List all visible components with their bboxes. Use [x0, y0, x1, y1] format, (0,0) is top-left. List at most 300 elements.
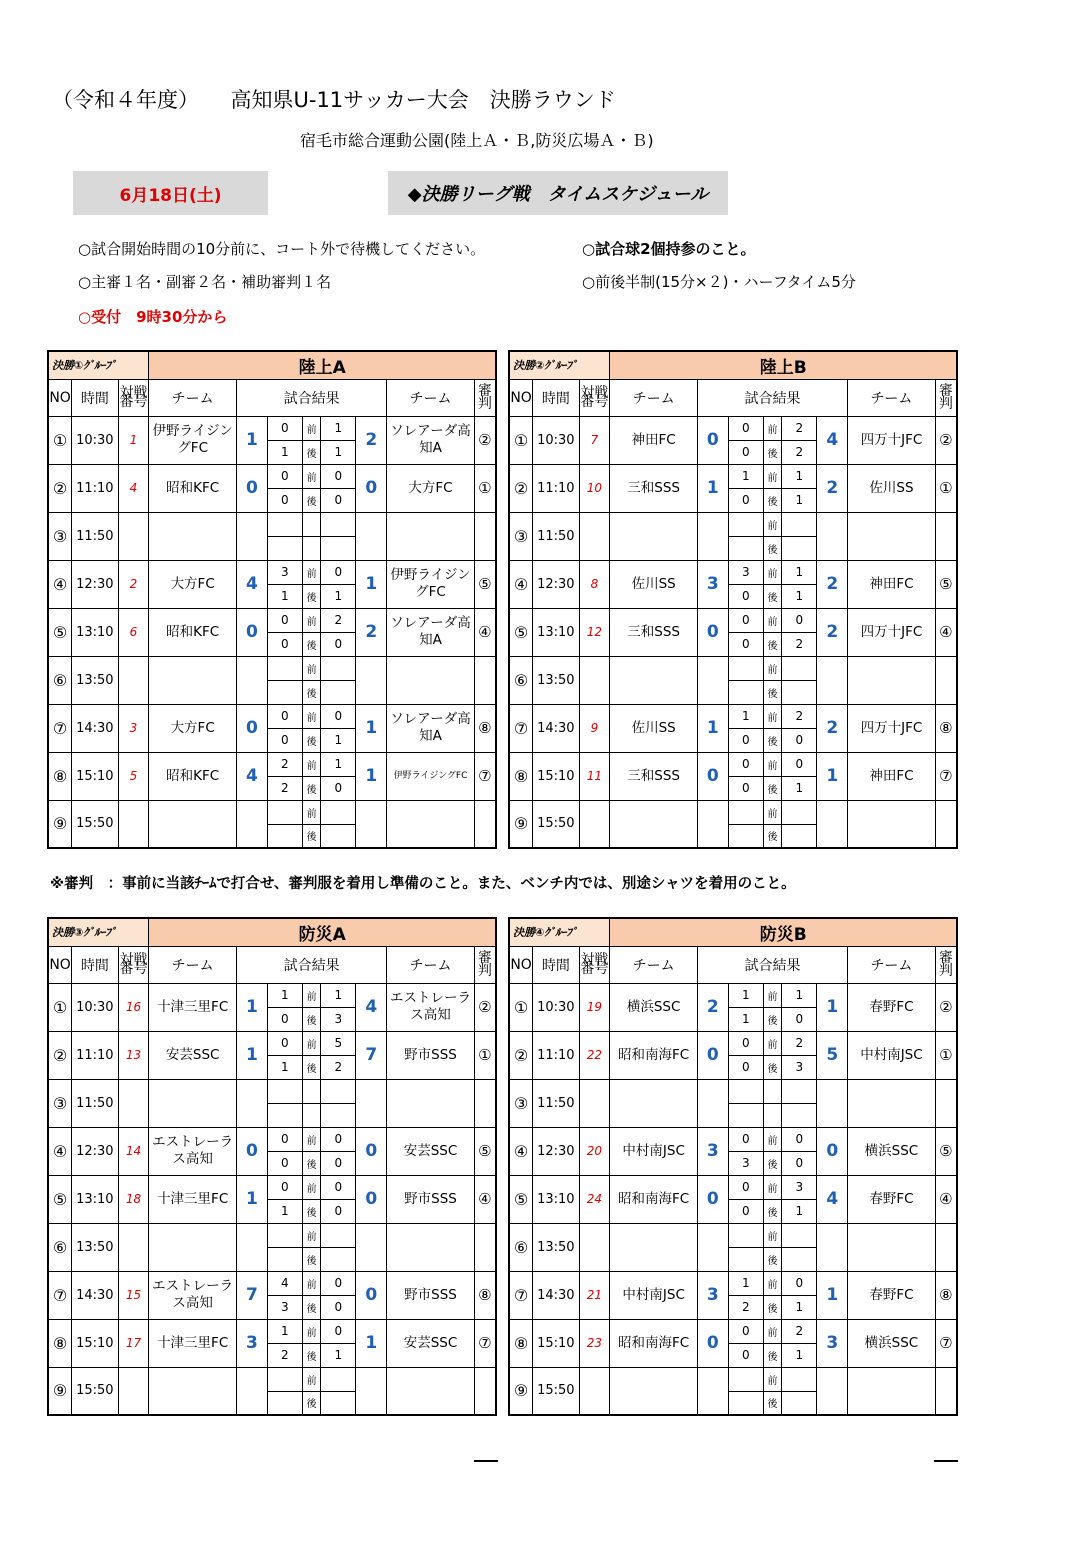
- home-score: 4: [236, 752, 267, 800]
- home-second-half: [728, 1391, 763, 1415]
- home-first-half: 0: [728, 1127, 763, 1151]
- referee-slot: [474, 1367, 496, 1415]
- home-score: 0: [236, 464, 267, 512]
- dash-mark-left: [474, 1460, 498, 1462]
- away-first-half: [321, 1079, 356, 1103]
- match-time: 13:50: [533, 656, 579, 704]
- match-slot-no: ⑧: [509, 752, 533, 800]
- away-score: [356, 656, 387, 704]
- match-number: 3: [118, 704, 149, 752]
- header-team: チーム: [387, 379, 475, 416]
- away-second-half: [782, 536, 817, 560]
- away-team: 春野FC: [848, 983, 936, 1031]
- second-half-label: 後: [763, 1007, 782, 1031]
- away-first-half: [321, 800, 356, 824]
- referee-slot: ⑤: [474, 1127, 496, 1175]
- header-no: NO: [48, 946, 72, 983]
- first-half-label: 前: [763, 608, 782, 632]
- second-half-label: 後: [763, 440, 782, 464]
- home-team: [149, 1223, 237, 1271]
- table-row: [509, 1031, 957, 1055]
- match-number: [118, 1223, 149, 1271]
- home-first-half: [728, 512, 763, 536]
- court-name: 陸上A: [149, 351, 496, 379]
- second-half-label: 後: [302, 680, 321, 704]
- match-time: 15:10: [533, 1319, 579, 1367]
- home-second-half: 1: [728, 1007, 763, 1031]
- note-ball: ○試合球2個持参のこと。: [582, 240, 756, 258]
- header-team: チーム: [149, 946, 237, 983]
- match-slot-no: ④: [48, 1127, 72, 1175]
- match-slot-no: ⑤: [48, 1175, 72, 1223]
- header-referee: 審判: [474, 946, 496, 983]
- match-slot-no: ②: [509, 464, 533, 512]
- match-slot-no: ①: [509, 416, 533, 464]
- away-second-half: 1: [782, 488, 817, 512]
- home-first-half: 2: [267, 752, 302, 776]
- match-number: 12: [579, 608, 610, 656]
- home-score: [697, 1223, 728, 1271]
- home-second-half: 1: [267, 584, 302, 608]
- home-second-half: [267, 536, 302, 560]
- home-second-half: [728, 680, 763, 704]
- first-half-label: 前: [763, 983, 782, 1007]
- match-time: 11:50: [533, 1079, 579, 1127]
- referee-slot: ⑧: [935, 1271, 957, 1319]
- home-team: 十津三里FC: [149, 1319, 237, 1367]
- home-team: 大方FC: [149, 704, 237, 752]
- court-name: 防災A: [149, 918, 496, 946]
- home-team: 三和SSS: [610, 608, 698, 656]
- first-half-label: 前: [302, 704, 321, 728]
- first-half-label: [763, 1079, 782, 1103]
- home-score: 1: [236, 416, 267, 464]
- first-half-label: 前: [763, 1271, 782, 1295]
- away-second-half: 0: [782, 728, 817, 752]
- first-half-label: 前: [302, 656, 321, 680]
- away-team: 伊野ライジングFC: [387, 560, 475, 608]
- home-first-half: [267, 512, 302, 536]
- match-slot-no: ⑦: [509, 1271, 533, 1319]
- home-team: 昭和南海FC: [610, 1319, 698, 1367]
- away-second-half: 1: [782, 1343, 817, 1367]
- away-first-half: [782, 512, 817, 536]
- away-score: 0: [817, 1127, 848, 1175]
- away-team: 野市SSS: [387, 1271, 475, 1319]
- away-first-half: [321, 1367, 356, 1391]
- away-second-half: [782, 1103, 817, 1127]
- match-time: 13:10: [533, 1175, 579, 1223]
- group-table: [47, 350, 497, 849]
- match-number: 21: [579, 1271, 610, 1319]
- away-score: 1: [817, 752, 848, 800]
- home-second-half: [267, 824, 302, 848]
- second-half-label: 後: [302, 1391, 321, 1415]
- away-second-half: 0: [321, 1199, 356, 1223]
- away-first-half: 1: [321, 416, 356, 440]
- home-second-half: 1: [267, 1199, 302, 1223]
- header-time: 時間: [72, 946, 118, 983]
- match-number: [118, 1367, 149, 1415]
- away-team: 安芸SSC: [387, 1127, 475, 1175]
- home-second-half: [267, 1247, 302, 1271]
- home-first-half: 3: [728, 560, 763, 584]
- second-half-label: 後: [763, 1151, 782, 1175]
- match-slot-no: ①: [509, 983, 533, 1031]
- second-half-label: 後: [763, 776, 782, 800]
- referee-slot: ⑧: [935, 704, 957, 752]
- away-team: 四万十JFC: [848, 704, 936, 752]
- home-score: 0: [697, 1175, 728, 1223]
- header-result: 試合結果: [236, 946, 386, 983]
- table-row: [509, 1127, 957, 1151]
- away-team: 佐川SS: [848, 464, 936, 512]
- match-time: 11:50: [72, 512, 118, 560]
- table-row: [48, 1319, 496, 1343]
- away-team: ソレアーダ高知A: [387, 704, 475, 752]
- second-half-label: [763, 1103, 782, 1127]
- referee-slot: [935, 512, 957, 560]
- away-score: [356, 1223, 387, 1271]
- second-half-label: 後: [302, 1295, 321, 1319]
- match-slot-no: ②: [509, 1031, 533, 1079]
- referee-slot: [935, 1223, 957, 1271]
- home-team: [610, 1223, 698, 1271]
- table-row: [509, 1175, 957, 1199]
- away-score: [817, 1079, 848, 1127]
- match-slot-no: ⑦: [509, 704, 533, 752]
- home-second-half: [267, 1391, 302, 1415]
- match-time: 15:50: [533, 1367, 579, 1415]
- match-number: 6: [118, 608, 149, 656]
- home-second-half: [728, 1103, 763, 1127]
- header-no: NO: [509, 379, 533, 416]
- header-no: NO: [48, 379, 72, 416]
- match-time: 13:50: [533, 1223, 579, 1271]
- referee-slot: ⑤: [474, 560, 496, 608]
- match-time: 10:30: [533, 983, 579, 1031]
- home-team: 佐川SS: [610, 560, 698, 608]
- match-time: 12:30: [533, 560, 579, 608]
- match-number: 15: [118, 1271, 149, 1319]
- header-match-no: 対戦番号: [579, 379, 610, 416]
- away-score: [817, 656, 848, 704]
- away-team: [848, 800, 936, 848]
- away-score: 1: [817, 1271, 848, 1319]
- home-score: 1: [697, 464, 728, 512]
- home-first-half: [267, 1223, 302, 1247]
- away-team: [387, 1367, 475, 1415]
- first-half-label: 前: [302, 752, 321, 776]
- away-score: 4: [356, 983, 387, 1031]
- header-time: 時間: [72, 379, 118, 416]
- home-first-half: [728, 656, 763, 680]
- home-score: 3: [697, 560, 728, 608]
- away-second-half: 0: [782, 1007, 817, 1031]
- first-half-label: 前: [763, 1175, 782, 1199]
- referee-slot: [474, 656, 496, 704]
- away-second-half: [321, 1247, 356, 1271]
- table-row: [509, 704, 957, 728]
- away-second-half: [321, 824, 356, 848]
- home-second-half: 0: [267, 632, 302, 656]
- away-first-half: [321, 512, 356, 536]
- match-slot-no: ②: [48, 464, 72, 512]
- first-half-label: 前: [763, 560, 782, 584]
- match-number: 14: [118, 1127, 149, 1175]
- match-slot-no: ⑥: [48, 1223, 72, 1271]
- away-first-half: 0: [321, 464, 356, 488]
- match-slot-no: ①: [48, 416, 72, 464]
- header-team: チーム: [848, 379, 936, 416]
- match-slot-no: ⑥: [48, 656, 72, 704]
- away-second-half: 1: [782, 776, 817, 800]
- referee-slot: ⑧: [474, 1271, 496, 1319]
- schedule-heading: ◆決勝リーグ戦 タイムスケジュール: [388, 171, 728, 215]
- away-first-half: 0: [321, 1175, 356, 1199]
- match-time: 11:10: [533, 1031, 579, 1079]
- second-half-label: 後: [302, 488, 321, 512]
- away-score: [356, 512, 387, 560]
- match-number: 8: [579, 560, 610, 608]
- referee-slot: [935, 1367, 957, 1415]
- home-score: 0: [697, 416, 728, 464]
- table-row: [509, 656, 957, 680]
- second-half-label: 後: [763, 1199, 782, 1223]
- match-time: 15:50: [72, 1367, 118, 1415]
- table-row: [48, 752, 496, 776]
- away-second-half: 0: [321, 1295, 356, 1319]
- home-score: [236, 1079, 267, 1127]
- table-row: [48, 608, 496, 632]
- home-score: 1: [236, 983, 267, 1031]
- match-slot-no: ⑥: [509, 656, 533, 704]
- table-row: [509, 464, 957, 488]
- home-second-half: 0: [728, 1055, 763, 1079]
- match-number: 20: [579, 1127, 610, 1175]
- match-time: 10:30: [72, 983, 118, 1031]
- first-half-label: 前: [302, 1223, 321, 1247]
- home-first-half: 0: [728, 752, 763, 776]
- home-team: 昭和KFC: [149, 752, 237, 800]
- home-score: [236, 800, 267, 848]
- table-row: [509, 1223, 957, 1247]
- away-score: [356, 1367, 387, 1415]
- date-label: 6月18日(土): [73, 171, 268, 215]
- away-second-half: 2: [321, 1055, 356, 1079]
- first-half-label: 前: [763, 464, 782, 488]
- home-first-half: 1: [728, 1271, 763, 1295]
- away-score: 1: [356, 560, 387, 608]
- first-half-label: 前: [302, 983, 321, 1007]
- away-second-half: 1: [782, 1199, 817, 1223]
- away-second-half: [321, 536, 356, 560]
- first-half-label: 前: [302, 800, 321, 824]
- second-half-label: 後: [763, 584, 782, 608]
- home-team: [610, 512, 698, 560]
- match-number: 5: [118, 752, 149, 800]
- match-time: 15:10: [72, 1319, 118, 1367]
- header-time: 時間: [533, 946, 579, 983]
- dash-mark-right: [934, 1460, 958, 1462]
- home-first-half: 0: [267, 1127, 302, 1151]
- match-time: 12:30: [533, 1127, 579, 1175]
- referee-slot: ②: [935, 983, 957, 1031]
- match-slot-no: ⑧: [48, 752, 72, 800]
- away-first-half: 2: [782, 1031, 817, 1055]
- away-second-half: 3: [321, 1007, 356, 1031]
- match-slot-no: ①: [48, 983, 72, 1031]
- first-half-label: 前: [302, 1175, 321, 1199]
- home-second-half: 0: [728, 440, 763, 464]
- match-time: 15:50: [72, 800, 118, 848]
- match-slot-no: ④: [509, 560, 533, 608]
- table-row: [48, 1031, 496, 1055]
- home-score: 1: [697, 704, 728, 752]
- home-team: 安芸SSC: [149, 1031, 237, 1079]
- match-slot-no: ④: [509, 1127, 533, 1175]
- group-name: 決勝④ｸﾞﾙｰﾌﾟ: [509, 918, 610, 946]
- referee-slot: ①: [474, 1031, 496, 1079]
- away-first-half: [782, 656, 817, 680]
- match-slot-no: ②: [48, 1031, 72, 1079]
- home-score: 4: [236, 560, 267, 608]
- away-team: [848, 1079, 936, 1127]
- away-second-half: 1: [321, 440, 356, 464]
- match-number: 7: [579, 416, 610, 464]
- group-table: [508, 350, 958, 849]
- home-first-half: 0: [267, 1031, 302, 1055]
- home-second-half: 0: [728, 1343, 763, 1367]
- court-name: 陸上B: [610, 351, 957, 379]
- group-table: [508, 917, 958, 1416]
- home-first-half: 4: [267, 1271, 302, 1295]
- match-number: 19: [579, 983, 610, 1031]
- home-team: 三和SSS: [610, 464, 698, 512]
- away-first-half: [782, 800, 817, 824]
- table-row: [509, 1271, 957, 1295]
- second-half-label: 後: [763, 632, 782, 656]
- home-second-half: 0: [267, 1007, 302, 1031]
- note-format: ○前後半制(15分×２)・ハーフタイム5分: [582, 273, 856, 291]
- match-number: 17: [118, 1319, 149, 1367]
- away-second-half: 1: [321, 728, 356, 752]
- match-time: 12:30: [72, 560, 118, 608]
- home-first-half: 0: [267, 416, 302, 440]
- away-team: 横浜SSC: [848, 1319, 936, 1367]
- away-first-half: 2: [782, 704, 817, 728]
- home-second-half: 0: [728, 488, 763, 512]
- away-second-half: 0: [321, 632, 356, 656]
- table-row: [48, 704, 496, 728]
- match-number: [118, 1079, 149, 1127]
- match-slot-no: ⑧: [48, 1319, 72, 1367]
- match-number: [579, 1079, 610, 1127]
- table-row: [48, 1271, 496, 1295]
- away-team: 神田FC: [848, 560, 936, 608]
- home-score: 2: [697, 983, 728, 1031]
- away-first-half: [321, 656, 356, 680]
- home-second-half: 0: [728, 1199, 763, 1223]
- second-half-label: 後: [763, 1295, 782, 1319]
- first-half-label: 前: [302, 1367, 321, 1391]
- referee-slot: ②: [935, 416, 957, 464]
- home-team: 昭和KFC: [149, 608, 237, 656]
- match-slot-no: ④: [48, 560, 72, 608]
- home-team: 昭和南海FC: [610, 1031, 698, 1079]
- home-first-half: 0: [267, 704, 302, 728]
- away-second-half: [782, 680, 817, 704]
- home-first-half: 0: [267, 464, 302, 488]
- away-second-half: 1: [321, 1343, 356, 1367]
- home-second-half: [267, 1103, 302, 1127]
- header-referee: 審判: [935, 379, 957, 416]
- match-slot-no: ⑨: [509, 800, 533, 848]
- home-team: エストレーラス高知: [149, 1271, 237, 1319]
- away-team: 中村南JSC: [848, 1031, 936, 1079]
- match-slot-no: ⑨: [509, 1367, 533, 1415]
- table-row: [509, 800, 957, 824]
- referee-slot: ⑤: [935, 1127, 957, 1175]
- match-number: 24: [579, 1175, 610, 1223]
- home-first-half: 1: [267, 1319, 302, 1343]
- home-second-half: 0: [267, 1151, 302, 1175]
- header-result: 試合結果: [697, 946, 847, 983]
- match-number: 22: [579, 1031, 610, 1079]
- home-team: [149, 656, 237, 704]
- away-second-half: 1: [782, 584, 817, 608]
- away-team: 野市SSS: [387, 1175, 475, 1223]
- match-number: [579, 800, 610, 848]
- home-team: 大方FC: [149, 560, 237, 608]
- away-team: [387, 1079, 475, 1127]
- match-number: [118, 656, 149, 704]
- away-score: [356, 1079, 387, 1127]
- second-half-label: 後: [302, 776, 321, 800]
- note-wait: ○試合開始時間の10分前に、コート外で待機してください。: [78, 240, 486, 258]
- away-team: 神田FC: [848, 752, 936, 800]
- header-time: 時間: [533, 379, 579, 416]
- away-second-half: 2: [782, 632, 817, 656]
- away-team: 四万十JFC: [848, 416, 936, 464]
- home-first-half: [267, 656, 302, 680]
- home-first-half: [728, 1079, 763, 1103]
- home-team: [610, 1079, 698, 1127]
- first-half-label: 前: [763, 1031, 782, 1055]
- match-slot-no: ⑨: [48, 1367, 72, 1415]
- home-team: [149, 1367, 237, 1415]
- away-score: 1: [356, 704, 387, 752]
- away-score: [817, 512, 848, 560]
- group-name: 決勝③ｸﾞﾙｰﾌﾟ: [48, 918, 149, 946]
- match-number: 18: [118, 1175, 149, 1223]
- away-team: [387, 1223, 475, 1271]
- away-team: [848, 1367, 936, 1415]
- match-number: [118, 512, 149, 560]
- first-half-label: 前: [763, 1223, 782, 1247]
- header-result: 試合結果: [697, 379, 847, 416]
- header-team: チーム: [387, 946, 475, 983]
- away-second-half: 0: [321, 1151, 356, 1175]
- home-first-half: [728, 1223, 763, 1247]
- home-second-half: 0: [728, 632, 763, 656]
- second-half-label: 後: [763, 680, 782, 704]
- group-table: [47, 917, 497, 1416]
- away-second-half: 0: [782, 1151, 817, 1175]
- first-half-label: 前: [763, 416, 782, 440]
- referee-slot: ②: [474, 416, 496, 464]
- referee-slot: ⑦: [935, 1319, 957, 1367]
